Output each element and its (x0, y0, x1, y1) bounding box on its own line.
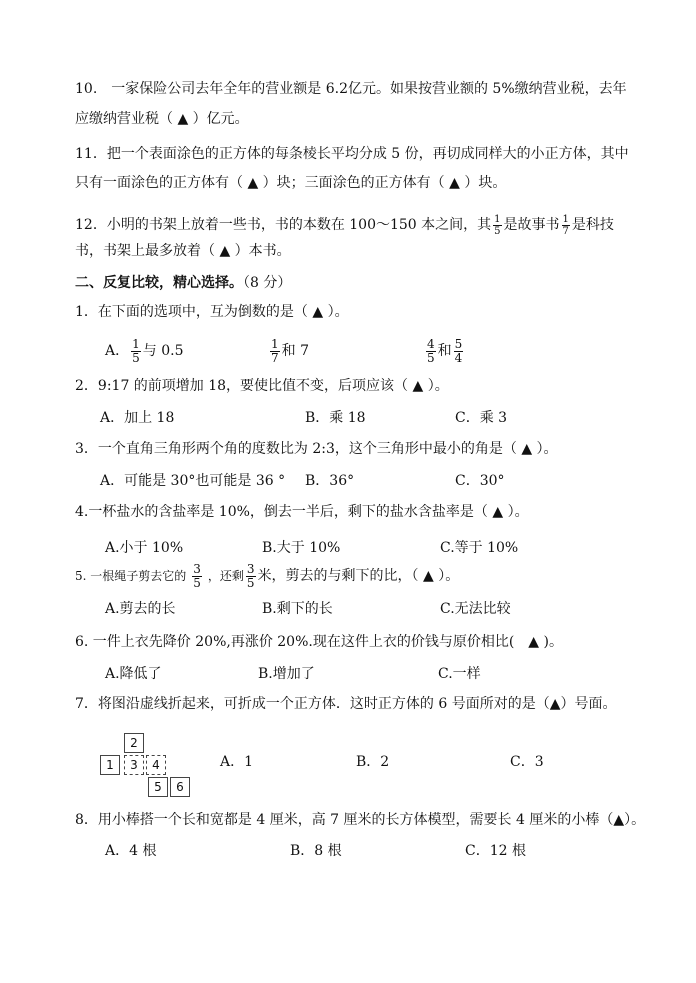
c1-c-num2: 5 (454, 336, 463, 351)
q12-mid: 是故事书 (503, 217, 560, 233)
c6-option-b: B.增加了 (258, 666, 315, 682)
q12-f1-den: 5 (494, 225, 501, 237)
c1-c-den2: 4 (454, 350, 463, 365)
c8-stem: 8．用小棒搭一个长和宽都是 4 厘米，高 7 厘米的长方体模型，需要长 4 厘米的小棒（▲）。 (75, 812, 646, 828)
q10-line2: 应缴纳营业税（ ▲ ）亿元。 (75, 111, 249, 127)
q12-f2-den: 7 (562, 225, 569, 237)
net-face-2: 2 (124, 733, 144, 753)
net-face-4: 4 (146, 755, 166, 775)
c1-a-tail: 与 0.5 (142, 343, 184, 359)
q12-line2: 书，书架上最多放着（ ▲ ）本书。 (75, 243, 291, 259)
q11-line2: 只有一面涂色的正方体有（ ▲ ）块；三面涂色的正方体有（ ▲ ）块。 (75, 175, 507, 191)
q12-line1 (75, 210, 614, 240)
q11-line1: 11．把一个表面涂色的正方体的每条棱长平均分成 5 份，再切成同样大的小正方体，其中 (75, 146, 629, 162)
c1-c-mid: 和 (437, 343, 452, 359)
c3-option-b: B．36° (305, 473, 355, 489)
c1-b-num: 1 (271, 336, 279, 351)
c5-option-a: A.剪去的长 (105, 601, 176, 617)
c1-option-b (268, 335, 309, 367)
c1-stem: 1．在下面的选项中，互为倒数的是（ ▲ ）。 (75, 304, 349, 320)
c1-c-num1: 4 (427, 336, 435, 351)
c7-option-c: C．3 (510, 754, 544, 770)
c1-b-tail: 和 7 (281, 343, 309, 359)
q10-line1: 10. 一家保险公司去年全年的营业额是 6.2亿元。如果按营业额的 5%缴纳营业税，去年 (75, 81, 627, 97)
c5-mid: ，还剩 (207, 569, 244, 583)
c5-fraction-1 (192, 563, 202, 590)
c2-option-a: A．加上 18 (100, 410, 175, 426)
net-face-1: 1 (100, 755, 120, 775)
c6-stem: 6. 一件上衣先降价 20%,再涨价 20%.现在这件上衣的价钱与原价相比( ▲ )。 (75, 634, 563, 650)
c5-f2-den: 5 (246, 575, 255, 590)
c7-option-a: A．1 (220, 754, 254, 770)
c1-option-a (105, 335, 183, 367)
c5-prefix: 5. 一根绳子剪去它的 (75, 569, 187, 583)
net-face-5: 5 (148, 777, 168, 797)
c7-stem: 7．将图沿虚线折起来，可折成一个正方体．这时正方体的 6 号面所对的是（▲）号面。 (75, 696, 617, 712)
c1-a-label: A． (105, 343, 130, 359)
c1-a-den: 5 (132, 350, 140, 365)
c1-a-num: 1 (132, 336, 140, 351)
c3-stem: 3．一个直角三角形两个角的度数比为 2:3，这个三角形中最小的角是（ ▲ ）。 (75, 441, 558, 457)
c6-option-c: C.一样 (438, 666, 481, 682)
c8-option-c: C．12 根 (465, 843, 526, 859)
c2-stem: 2．9:17 的前项增加 18，要使比值不变，后项应该（ ▲ ）。 (75, 378, 449, 394)
c2-option-b: B．乘 18 (305, 410, 366, 426)
c1-b-fraction (270, 338, 280, 365)
c8-option-b: B．8 根 (290, 843, 342, 859)
c5-f1-den: 5 (193, 575, 201, 590)
c1-c-fraction-2 (454, 338, 464, 365)
q12-f1-num: 1 (494, 213, 501, 225)
net-face-3: 3 (124, 755, 144, 775)
c6-option-a: A.降低了 (105, 666, 162, 682)
c5-option-c: C.无法比较 (440, 601, 511, 617)
c5-stem (75, 558, 459, 594)
c1-c-fraction-1 (426, 338, 436, 365)
q12-fraction-2 (562, 214, 570, 237)
c3-option-a: A．可能是 30°也可能是 36 ° (100, 473, 286, 489)
q12-prefix: 12．小明的书架上放着一些书，书的本数在 100～150 本之间，其 (75, 217, 492, 233)
c5-f2-num: 3 (246, 561, 255, 576)
q12-fraction-1 (493, 214, 501, 237)
c1-b-den: 7 (271, 350, 279, 365)
c2-option-c: C．乘 3 (455, 410, 508, 426)
c5-option-b: B.剩下的长 (262, 601, 333, 617)
c3-option-c: C．30° (455, 473, 505, 489)
c4-option-a: A.小于 10% (105, 540, 184, 556)
c4-option-b: B.大于 10% (262, 540, 341, 556)
cube-net-figure (100, 733, 196, 797)
section2-title: 二、反复比较，精心选择。 (75, 275, 243, 291)
c1-option-c (424, 335, 465, 367)
c4-stem: 4.一杯盐水的含盐率是 10%，倒去一半后，剩下的盐水含盐率是（ ▲ ）。 (75, 504, 529, 520)
q12-f2-num: 1 (562, 213, 569, 225)
c1-c-den1: 5 (427, 350, 435, 365)
c5-f1-num: 3 (193, 561, 201, 576)
c5-suffix: 米，剪去的与剩下的比，（ ▲ ）。 (257, 568, 460, 584)
q12-suffix: 是科技 (571, 217, 614, 233)
c5-fraction-2 (246, 563, 256, 590)
c8-option-a: A．4 根 (105, 843, 157, 859)
c7-option-b: B．2 (356, 754, 390, 770)
net-face-6: 6 (170, 777, 190, 797)
c1-a-fraction (131, 338, 141, 365)
section2-points: （8 分） (243, 275, 292, 291)
section2-heading (75, 274, 291, 292)
c4-option-c: C.等于 10% (440, 540, 519, 556)
